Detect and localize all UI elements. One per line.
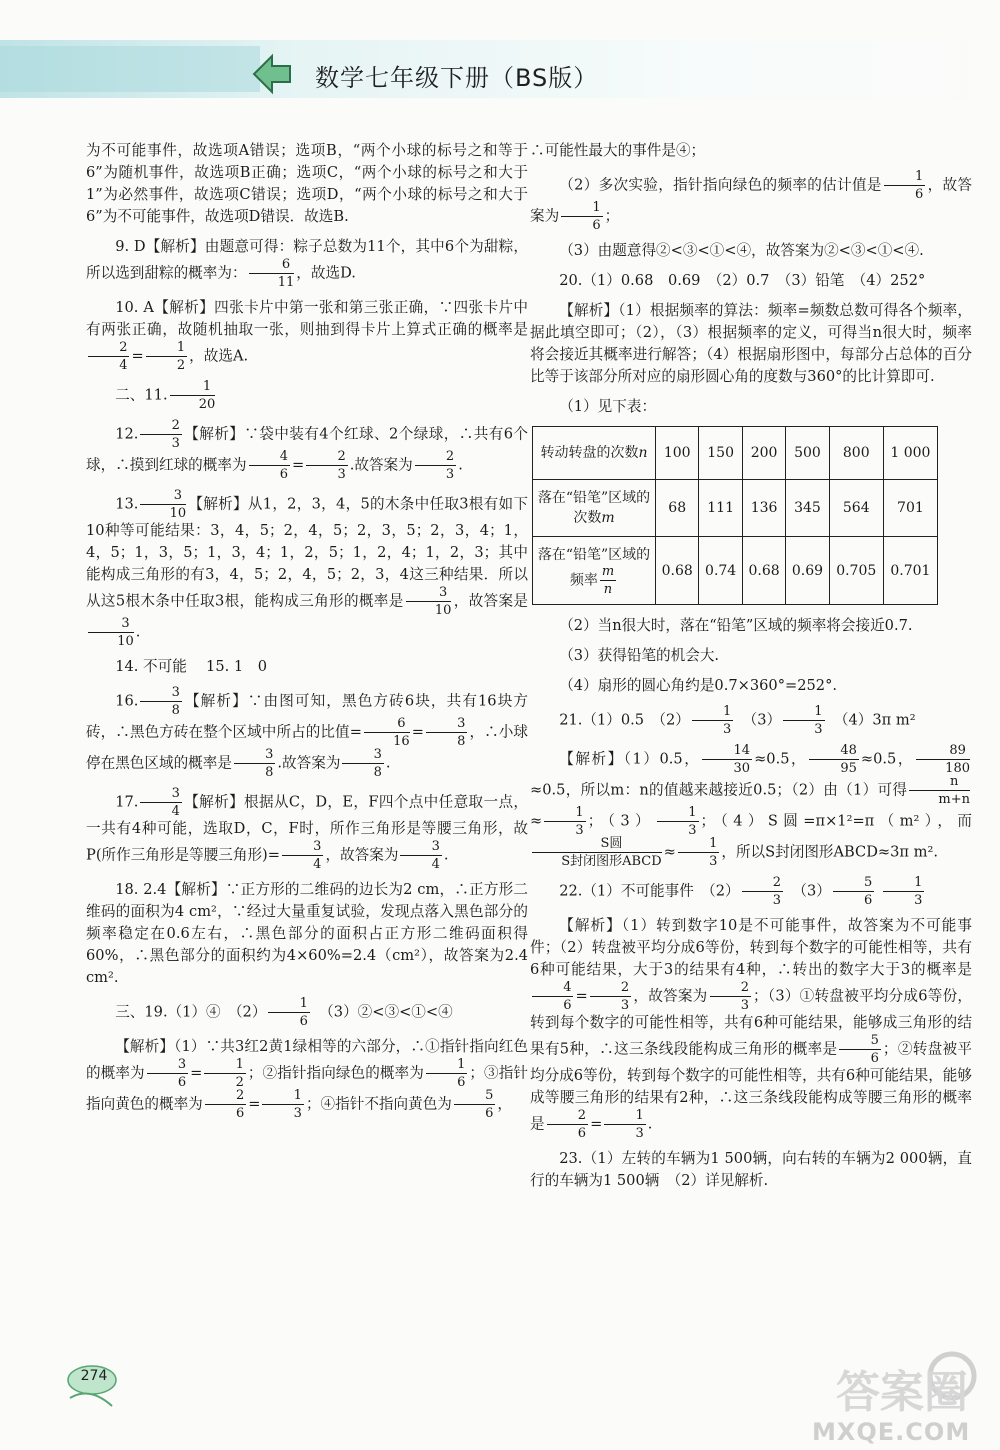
header-wash <box>0 46 260 92</box>
q20b: （2）当n很大时，落在“铅笔”区域的频率将会接近0.7. <box>559 617 913 634</box>
table-cell: 200 <box>742 427 785 480</box>
q11: 二、11. $\frac{1}{20}$ <box>115 379 216 412</box>
table-header: 转动转盘的次数n <box>533 427 656 480</box>
q14-15: 14. 不可能 15. 1 0 <box>115 658 268 675</box>
page-title: 数学七年级下册（BS版） <box>315 64 599 92</box>
table-cell: 0.69 <box>786 537 829 605</box>
leaf-badge-icon <box>60 1358 130 1418</box>
q19: 三、19.（1）④ （2） $\frac{1}{6}$ （3）②<③<①<④ <box>115 996 453 1029</box>
q16: 16. $\frac{3}{8}$ 【解析】∵由图可知，黑色方砖6块，共有16块方砖，∴黑色方砖在整个区域中所占的比值= $\frac{6}{16}$ = $\frac{3}{8}$ ，∴小球停在黑色区域的概率是 $\frac{3}{8}$ .故答案为 $\frac{3}{8}$ . <box>86 685 528 780</box>
q20-table-caption: （1）见下表： <box>559 398 657 415</box>
q20-solution: 【解析】（1）根据频率的算法：频率=频数总数可得各个频率，据此填空即可；（2），（3）根据频率的定义，可得当n很大时，频率将会接近其概率进行解答；（4）根据扇形图中，每部分占总体的百分比等于该部分所对应的扇形圆心角的度数与360°的比计算即可. <box>530 302 972 385</box>
table-header: 落在“铅笔”区域的频率 $\frac{m}{n}$ <box>533 537 656 605</box>
table-cell: 564 <box>829 480 883 537</box>
q20d: （4）扇形的圆心角约是0.7×360°=252°. <box>559 677 838 694</box>
fraction: $\frac{6}{11}$ <box>249 258 295 289</box>
table-cell: 0.74 <box>699 537 742 605</box>
table-cell: 0.68 <box>656 537 699 605</box>
table-cell: 500 <box>786 427 829 480</box>
table-row <box>533 480 938 537</box>
q22-solution: 【解析】（1）转到数字10是不可能事件，故答案为不可能事件；（2）转盘被平均分成6等份，转到每个数字的可能性相等，共有6种可能结果，大于3的结果有4种，∴转出的数字大于3的概率是 $\frac{4}{6}$ = $\frac{2}{3}$ ，故答案为 $\frac{2}{3}$ ；（3）①转盘被平均分成6等份，转到每个数字的可能性相等，共有6种可能结果，能够成三角形的结果有5种，∴这三条线段能构成三角形的概率是 $\frac{5}{6}$ ；②转盘被平均分成6等份，转到每个数字的可能性相等，共有6种可能结果，能够成等腰三角形的结果有2种，∴这三条线段能构成等腰三角形的概率是 $\frac{2}{6}$ = $\frac{1}{3}$ . <box>530 917 972 1141</box>
r2: （2）多次实验，指针指向绿色的频率的估计值是 $\frac{1}{6}$ ，故答案为 $\frac{1}{6}$ ； <box>530 169 972 233</box>
q21-solution: 【解析】（1）0.5， $\frac{14}{30}$ ≈0.5， $\frac{48}{95}$ ≈0.5， $\frac{89}{180}$ ≈0.5，所以m：n的值越来越接近0.5；（2）由（1）可得 $\frac{n}{m+n}$ ≈ $\frac{1}{3}$ ；（3） $\frac{1}{3}$ ；（4）S圆=π×1²=π（m²），而 $\frac{\text{S圆}}{\text{S封闭图形ABCD}}$ ≈ $\frac{1}{3}$ ，所以S封闭图形ABCD≈3π m². <box>530 743 972 869</box>
page-number: 274 <box>80 1368 108 1384</box>
table-cell: 800 <box>829 427 883 480</box>
q18: 18. 2.4【解析】∵正方形的二维码的边长为2 cm，∴正方形二维码的面积为4 cm²，∵经过大量重复试验，发现点落入黑色部分的频率稳定在0.6左右，∴黑色部分的面积占正方形二维码面积得60%，∴黑色部分的面积约为4×60%=2.4（cm²），故答案为2.4 cm². <box>86 881 528 986</box>
q19-solution: 【解析】（1）∵共3红2黄1绿相等的六部分，∴①指针指向红色的概率为 $\frac{3}{6}$ = $\frac{1}{2}$ ；②指针指向绿色的概率为 $\frac{1}{6}$ ；③指针指向黄色的概率为 $\frac{2}{6}$ = $\frac{1}{3}$ ；④指针不指向黄色为 $\frac{5}{6}$ ， <box>86 1038 528 1121</box>
left-column <box>86 140 528 1128</box>
table-cell: 0.701 <box>883 537 937 605</box>
r1: ∴可能性最大的事件是④； <box>530 142 706 159</box>
q12: 12. $\frac{2}{3}$ 【解析】∵袋中装有4个红球、2个绿球，∴共有6个球，∴摸到红球的概率为 $\frac{4}{6}$ = $\frac{2}{3}$ .故答案为 $\frac{2}{3}$ . <box>86 418 528 482</box>
watermark-text: 答案圈 <box>836 1367 968 1418</box>
q21: 21.（1）0.5 （2） $\frac{1}{3}$ （3） $\frac{1}{3}$ （4）3π m² <box>559 704 916 737</box>
frequency-table <box>532 426 938 605</box>
table-cell: 136 <box>742 480 785 537</box>
table-header: 落在“铅笔”区域的次数m <box>533 480 656 537</box>
q13: 13. $\frac{3}{10}$ 【解析】从1，2，3，4，5的木条中任取3根有如下10种等可能结果：3，4，5；2，4，5；2，3，5；2，3，4；1，4，5；1，3，5；1，3，4；1，2，5；1，2，4；1，2，3；其中能构成三角形的有3，4，5；2，4，5；2，3，4这三种结果．所以从这5根木条中任取3根，能构成三角形的概率是 $\frac{3}{10}$ ，故答案是 $\frac{3}{10}$ . <box>86 488 528 649</box>
table-cell: 0.705 <box>829 537 883 605</box>
para-continuation: 为不可能事件，故选项A错误；选项B，“两个小球的标号之和等于6”为随机事件，故选项B正确；选项C，“两个小球的标号之和大于1”为必然事件，故选项C错误；选项D，“两个小球的标号之和大于6”为不可能事件，故选项D错误．故选B. <box>86 142 528 225</box>
table-cell: 1 000 <box>883 427 937 480</box>
table-cell: 111 <box>699 480 742 537</box>
q20: 20.（1）0.68 0.69 （2）0.7 （3）铅笔 （4）252° <box>559 272 926 289</box>
table-cell: 0.68 <box>742 537 785 605</box>
table-cell: 68 <box>656 480 699 537</box>
table-cell: 701 <box>883 480 937 537</box>
table-cell: 150 <box>699 427 742 480</box>
table-cell: 345 <box>786 480 829 537</box>
table-row <box>533 427 938 480</box>
q10: 10. A【解析】四张卡片中第一张和第三张正确，∵四张卡片中有两张正确，故随机抽取一张，则抽到得卡片上算式正确的概率是 $\frac{2}{4}$ = $\frac{1}{2}$ ，故选A. <box>86 299 528 373</box>
table-cell: 100 <box>656 427 699 480</box>
q23: 23.（1）左转的车辆为1 500辆，向右转的车辆为2 000辆，直行的车辆为1 500辆 （2）详见解析. <box>530 1150 972 1189</box>
right-column <box>530 140 972 1200</box>
r3: （3）由题意得②<③<①<④，故答案为②<③<①<④. <box>559 242 924 259</box>
q17: 17. $\frac{3}{4}$ 【解析】根据从C，D，E，F四个点中任意取一点，一共有4种可能，选取D，C，F时，所作三角形是等腰三角形，故P(所作三角形是等腰三角形)= $\frac{3}{4}$ ，故答案为 $\frac{3}{4}$ . <box>86 786 528 872</box>
arrow-icon <box>250 52 294 96</box>
q9: 9. D【解析】由题意可得：粽子总数为11个，其中6个为甜粽，所以选到甜粽的概率为： $\frac{6}{11}$ ，故选D. <box>86 238 528 290</box>
q22: 22.（1）不可能事件 （2） $\frac{2}{3}$ （3） $\frac{5}{6}$ $\frac{1}{3}$ <box>559 875 923 908</box>
watermark-url: MXQE.COM <box>812 1418 971 1446</box>
q20c: （3）获得铅笔的机会大. <box>559 647 720 664</box>
table-row <box>533 537 938 605</box>
